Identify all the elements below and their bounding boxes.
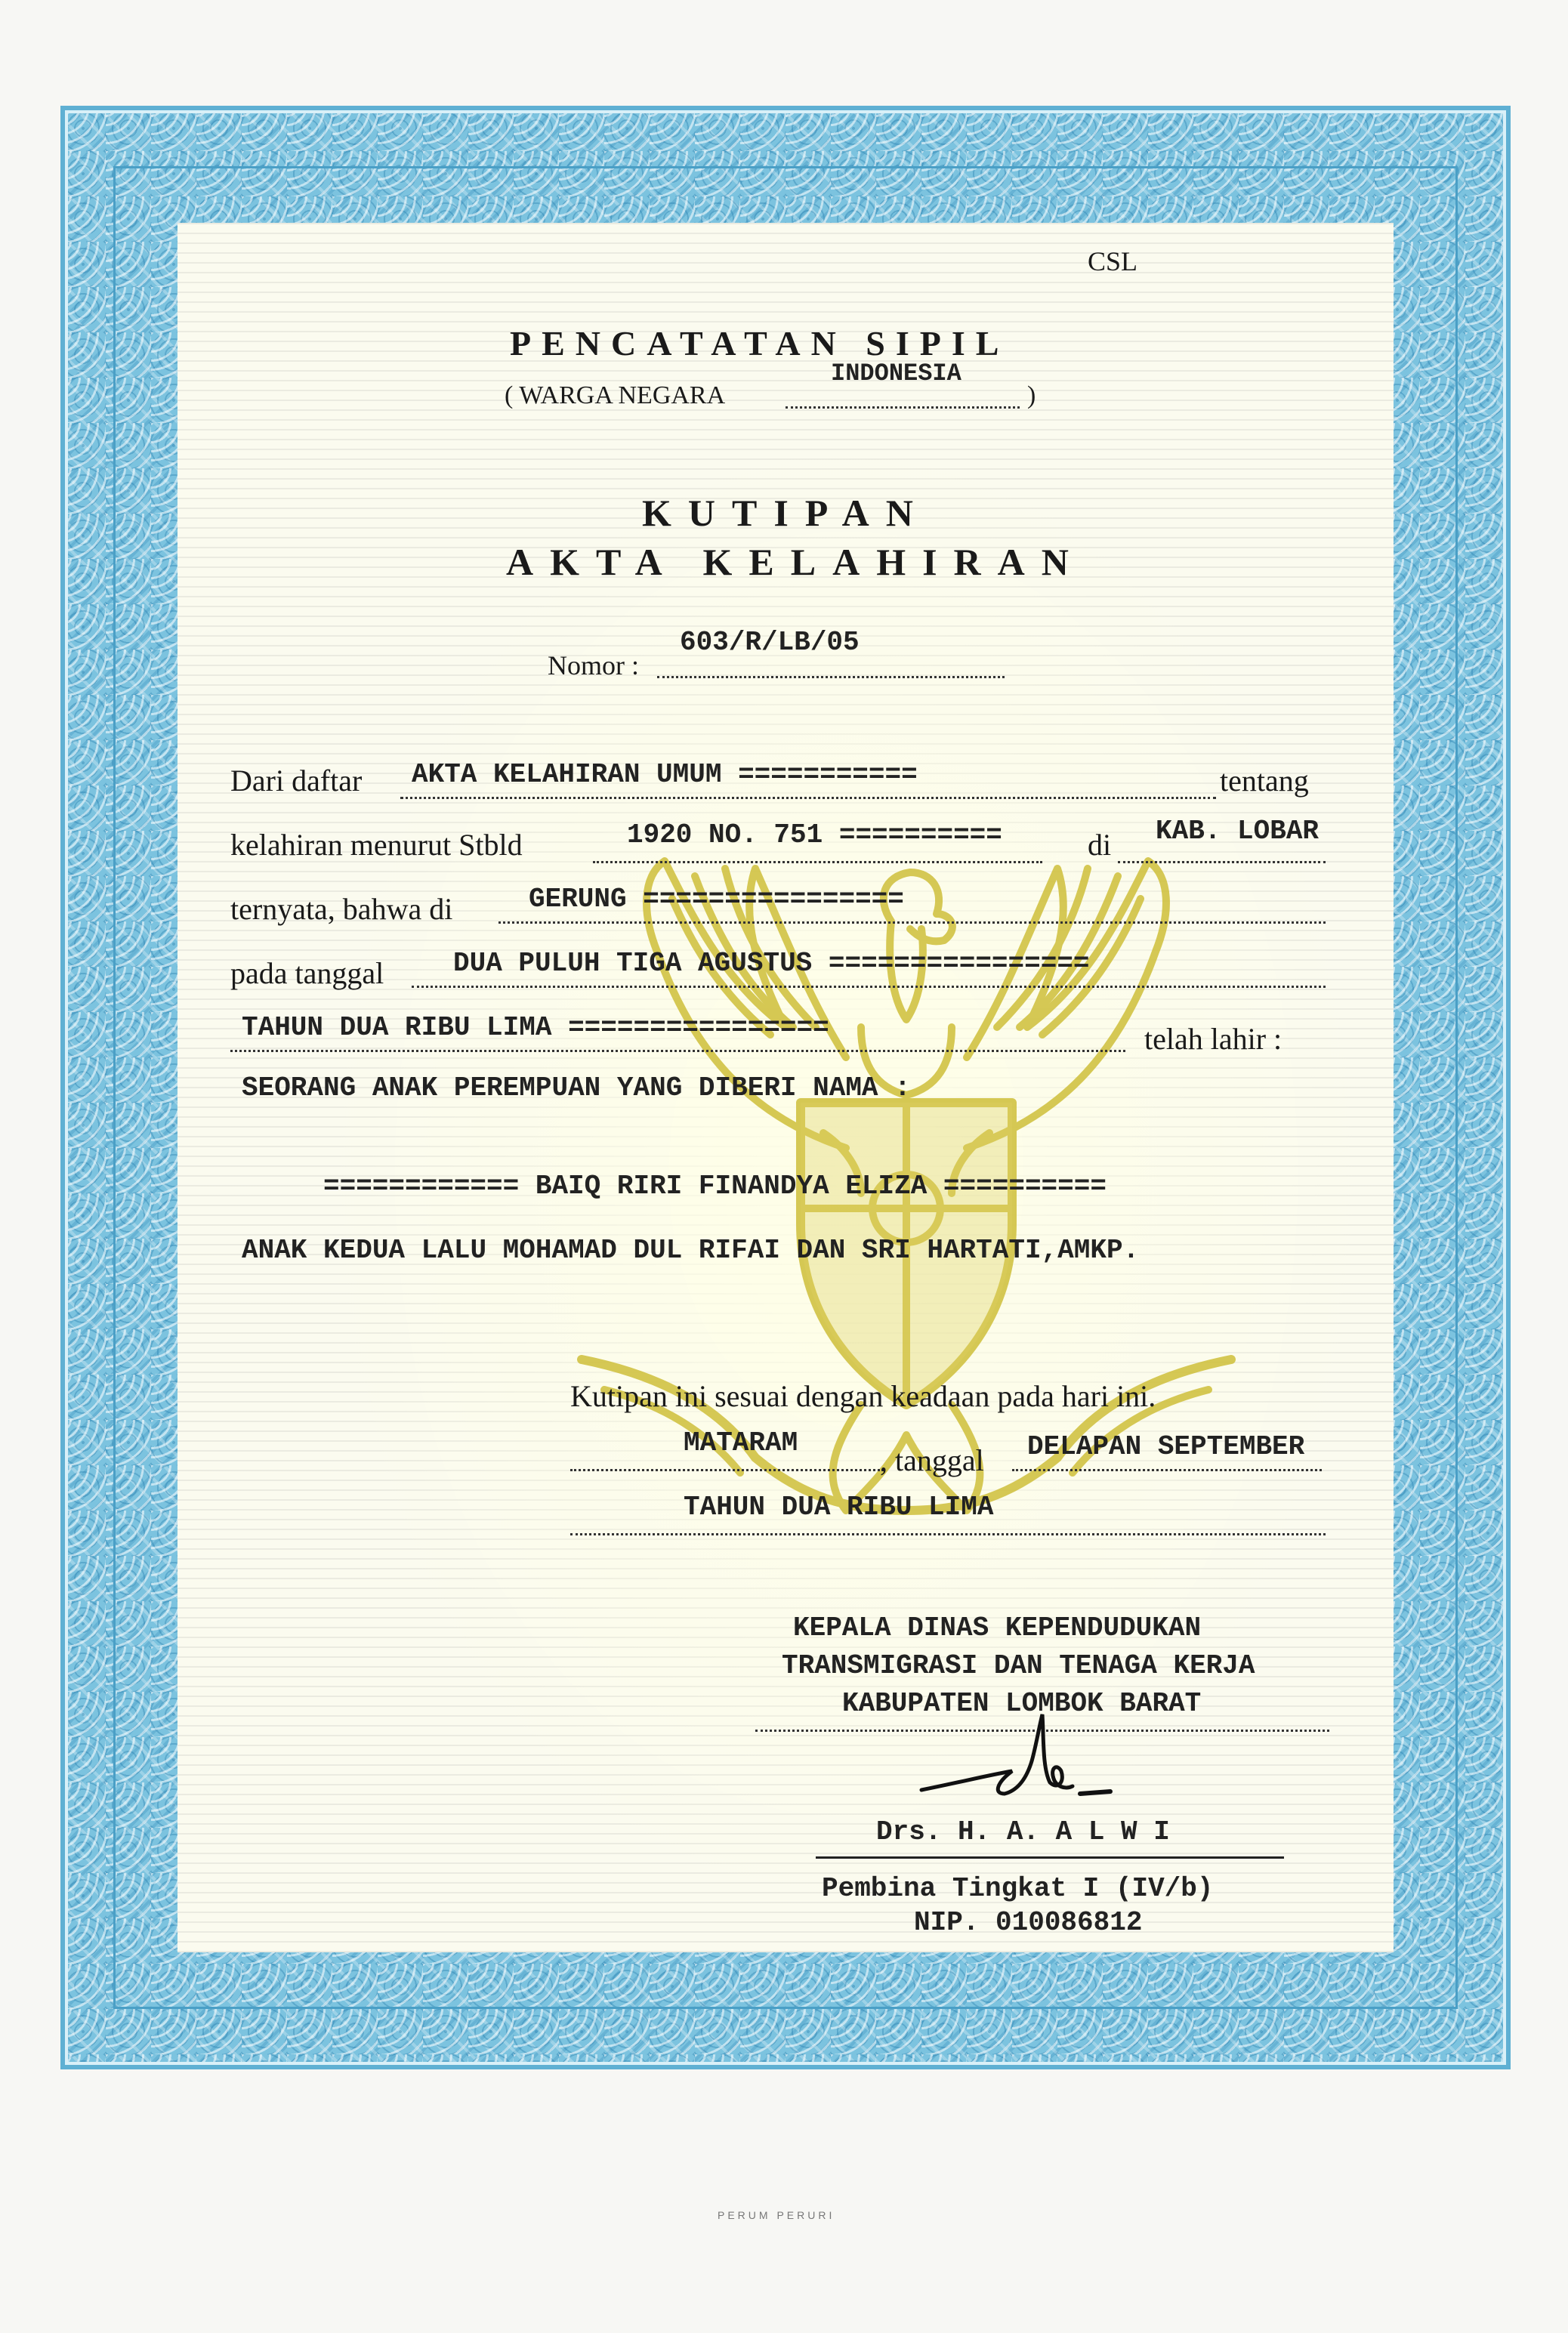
statement: Kutipan ini sesuai dengan keadaan pada hari ini.	[570, 1379, 1156, 1413]
number-dotline	[657, 676, 1005, 678]
civil-registry-title: PENCATATAN SIPIL	[510, 324, 1010, 363]
ternyata-label: ternyata, bahwa di	[230, 892, 453, 926]
signatory-underline	[816, 1856, 1284, 1859]
di-dotline	[1118, 861, 1326, 863]
issue-year-value: TAHUN DUA RIBU LIMA	[684, 1492, 994, 1523]
issue-place-value: MATARAM	[684, 1427, 798, 1458]
date-dotline	[412, 986, 1326, 988]
form-code: CSL	[1088, 246, 1138, 276]
dari-daftar-value: AKTA KELAHIRAN UMUM ===========	[412, 759, 918, 790]
document-title-line1: KUTIPAN	[642, 492, 930, 534]
number-label: Nomor :	[548, 650, 639, 680]
kelahiran-label: kelahiran menurut Stbld	[230, 828, 523, 862]
citizenship-close: )	[1027, 381, 1036, 409]
parents-line: ANAK KEDUA LALU MOHAMAD DUL RIFAI DAN SRI HARTATI,AMKP.	[242, 1235, 1140, 1266]
signatory-name: Drs. H. A. A L W I	[876, 1816, 1170, 1847]
issue-date-dotline	[1012, 1469, 1322, 1471]
birth-date-value: DUA PULUH TIGA AGUSTUS ================	[453, 948, 1090, 979]
telah-lahir-label: telah lahir :	[1144, 1022, 1282, 1056]
office-line3: KABUPATEN LOMBOK BARAT	[842, 1688, 1202, 1719]
number-value: 603/R/LB/05	[680, 627, 860, 658]
birth-year-value: TAHUN DUA RIBU LIMA ================	[242, 1012, 829, 1043]
place-dotline	[498, 921, 1326, 924]
signatory-nip: NIP. 010086812	[914, 1907, 1143, 1938]
di-value: KAB. LOBAR	[1156, 816, 1320, 847]
child-intro: SEORANG ANAK PEREMPUAN YANG DIBERI NAMA :	[242, 1072, 911, 1103]
citizenship-label: ( WARGA NEGARA	[505, 381, 726, 409]
signature-icon	[906, 1699, 1118, 1828]
document-title-line2: AKTA KELAHIRAN	[506, 541, 1085, 583]
issue-date-value: DELAPAN SEPTEMBER	[1027, 1431, 1305, 1462]
pada-tanggal-label: pada tanggal	[230, 956, 384, 990]
di-label: di	[1088, 828, 1112, 862]
stbld-dotline	[593, 861, 1042, 863]
tentang-label: tentang	[1220, 764, 1309, 798]
issue-place-dotline	[570, 1469, 884, 1471]
citizenship-value: INDONESIA	[831, 360, 961, 387]
printer-brand: PERUM PERURI	[718, 2209, 835, 2221]
stbld-value: 1920 NO. 751 ==========	[627, 819, 1002, 850]
year-dotline	[230, 1050, 1125, 1052]
citizenship-dotline	[786, 406, 1020, 409]
issue-year-dotline	[570, 1533, 1326, 1535]
office-line1: KEPALA DINAS KEPENDUDUKAN	[793, 1612, 1202, 1643]
dari-daftar-label: Dari daftar	[230, 764, 363, 798]
dari-daftar-dotline	[400, 797, 1216, 799]
child-name: ============ BAIQ RIRI FINANDYA ELIZA ==========	[323, 1171, 1107, 1202]
birth-place-value: GERUNG ================	[529, 884, 904, 915]
signatory-rank: Pembina Tingkat I (IV/b)	[822, 1873, 1214, 1904]
tanggal-label: , tanggal	[880, 1443, 984, 1477]
office-line2: TRANSMIGRASI DAN TENAGA KERJA	[782, 1650, 1255, 1681]
